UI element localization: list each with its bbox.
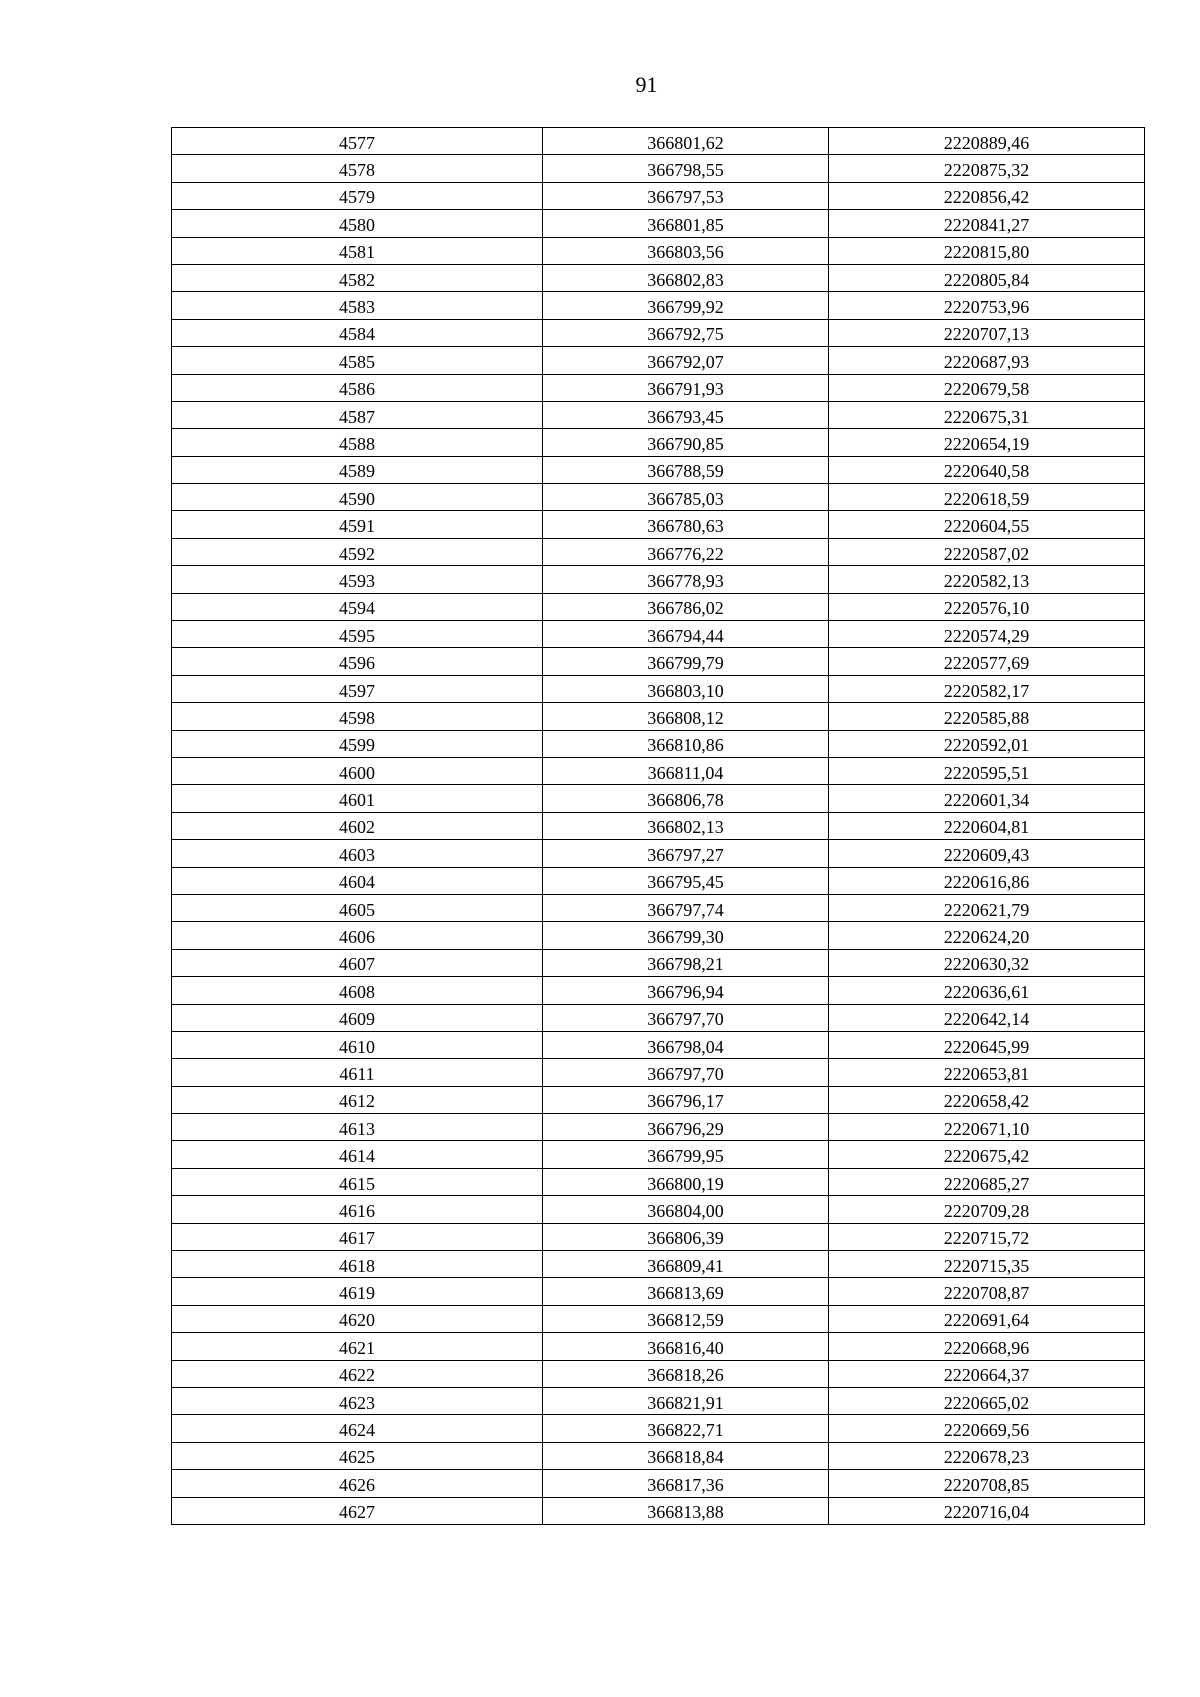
y-coordinate-cell: 2220715,35 (829, 1251, 1145, 1278)
point-number-cell: 4593 (172, 566, 543, 593)
table-row (172, 456, 1145, 483)
table-row (172, 292, 1145, 319)
point-number-cell: 4622 (172, 1360, 543, 1387)
y-coordinate-cell: 2220616,86 (829, 867, 1145, 894)
table-row (172, 648, 1145, 675)
x-coordinate-cell: 366821,91 (543, 1387, 829, 1414)
point-number-cell: 4626 (172, 1470, 543, 1497)
x-coordinate-cell: 366795,45 (543, 867, 829, 894)
table-row (172, 1114, 1145, 1141)
x-coordinate-cell: 366785,03 (543, 484, 829, 511)
point-number-cell: 4589 (172, 456, 543, 483)
y-coordinate-cell: 2220582,17 (829, 675, 1145, 702)
table-row (172, 1360, 1145, 1387)
table-row (172, 319, 1145, 346)
point-number-cell: 4591 (172, 511, 543, 538)
table-row (172, 1333, 1145, 1360)
x-coordinate-cell: 366811,04 (543, 757, 829, 784)
page-number: 91 (635, 72, 658, 97)
point-number-cell: 4614 (172, 1141, 543, 1168)
y-coordinate-cell: 2220669,56 (829, 1415, 1145, 1442)
table-row (172, 785, 1145, 812)
y-coordinate-cell: 2220675,42 (829, 1141, 1145, 1168)
y-coordinate-cell: 2220576,10 (829, 593, 1145, 620)
point-number-cell: 4585 (172, 347, 543, 374)
point-number-cell: 4605 (172, 894, 543, 921)
table-row (172, 347, 1145, 374)
point-number-cell: 4582 (172, 264, 543, 291)
x-coordinate-cell: 366796,94 (543, 977, 829, 1004)
table-row (172, 1168, 1145, 1195)
y-coordinate-cell: 2220658,42 (829, 1086, 1145, 1113)
x-coordinate-cell: 366793,45 (543, 401, 829, 428)
table-row (172, 867, 1145, 894)
table-row (172, 1223, 1145, 1250)
point-number-cell: 4619 (172, 1278, 543, 1305)
point-number-cell: 4594 (172, 593, 543, 620)
point-number-cell: 4578 (172, 155, 543, 182)
table-row (172, 566, 1145, 593)
y-coordinate-cell: 2220675,31 (829, 401, 1145, 428)
point-number-cell: 4581 (172, 237, 543, 264)
table-row (172, 812, 1145, 839)
point-number-cell: 4611 (172, 1059, 543, 1086)
table-row (172, 1497, 1145, 1524)
y-coordinate-cell: 2220574,29 (829, 621, 1145, 648)
y-coordinate-cell: 2220595,51 (829, 757, 1145, 784)
x-coordinate-cell: 366806,39 (543, 1223, 829, 1250)
point-number-cell: 4577 (172, 128, 543, 155)
table-row (172, 401, 1145, 428)
point-number-cell: 4616 (172, 1196, 543, 1223)
x-coordinate-cell: 366797,70 (543, 1059, 829, 1086)
point-number-cell: 4601 (172, 785, 543, 812)
point-number-cell: 4592 (172, 538, 543, 565)
x-coordinate-cell: 366788,59 (543, 456, 829, 483)
point-number-cell: 4606 (172, 922, 543, 949)
y-coordinate-cell: 2220664,37 (829, 1360, 1145, 1387)
table-row (172, 237, 1145, 264)
y-coordinate-cell: 2220585,88 (829, 703, 1145, 730)
table-row (172, 593, 1145, 620)
table-row (172, 1470, 1145, 1497)
y-coordinate-cell: 2220668,96 (829, 1333, 1145, 1360)
x-coordinate-cell: 366802,83 (543, 264, 829, 291)
table-row (172, 182, 1145, 209)
x-coordinate-cell: 366797,53 (543, 182, 829, 209)
table-row (172, 374, 1145, 401)
y-coordinate-cell: 2220678,23 (829, 1442, 1145, 1469)
point-number-cell: 4624 (172, 1415, 543, 1442)
y-coordinate-cell: 2220621,79 (829, 894, 1145, 921)
y-coordinate-cell: 2220587,02 (829, 538, 1145, 565)
x-coordinate-cell: 366796,29 (543, 1114, 829, 1141)
point-number-cell: 4588 (172, 429, 543, 456)
table-row (172, 675, 1145, 702)
table-row (172, 538, 1145, 565)
table-row (172, 1196, 1145, 1223)
y-coordinate-cell: 2220636,61 (829, 977, 1145, 1004)
y-coordinate-cell: 2220609,43 (829, 840, 1145, 867)
point-number-cell: 4600 (172, 757, 543, 784)
y-coordinate-cell: 2220653,81 (829, 1059, 1145, 1086)
table-row (172, 1031, 1145, 1058)
point-number-cell: 4627 (172, 1497, 543, 1524)
y-coordinate-cell: 2220640,58 (829, 456, 1145, 483)
point-number-cell: 4599 (172, 730, 543, 757)
point-number-cell: 4587 (172, 401, 543, 428)
point-number-cell: 4618 (172, 1251, 543, 1278)
x-coordinate-cell: 366813,69 (543, 1278, 829, 1305)
y-coordinate-cell: 2220645,99 (829, 1031, 1145, 1058)
table-row (172, 922, 1145, 949)
table-row (172, 894, 1145, 921)
point-number-cell: 4586 (172, 374, 543, 401)
table-row (172, 1059, 1145, 1086)
table-row (172, 210, 1145, 237)
x-coordinate-cell: 366803,10 (543, 675, 829, 702)
x-coordinate-cell: 366792,75 (543, 319, 829, 346)
point-number-cell: 4621 (172, 1333, 543, 1360)
y-coordinate-cell: 2220577,69 (829, 648, 1145, 675)
table-row (172, 621, 1145, 648)
y-coordinate-cell: 2220889,46 (829, 128, 1145, 155)
table-row (172, 1415, 1145, 1442)
x-coordinate-cell: 366818,26 (543, 1360, 829, 1387)
table-row (172, 1086, 1145, 1113)
point-number-cell: 4583 (172, 292, 543, 319)
x-coordinate-cell: 366804,00 (543, 1196, 829, 1223)
point-number-cell: 4603 (172, 840, 543, 867)
point-number-cell: 4625 (172, 1442, 543, 1469)
y-coordinate-cell: 2220716,04 (829, 1497, 1145, 1524)
table-row (172, 977, 1145, 1004)
y-coordinate-cell: 2220665,02 (829, 1387, 1145, 1414)
y-coordinate-cell: 2220582,13 (829, 566, 1145, 593)
y-coordinate-cell: 2220753,96 (829, 292, 1145, 319)
x-coordinate-cell: 366797,74 (543, 894, 829, 921)
x-coordinate-cell: 366797,27 (543, 840, 829, 867)
point-number-cell: 4597 (172, 675, 543, 702)
point-number-cell: 4623 (172, 1387, 543, 1414)
y-coordinate-cell: 2220685,27 (829, 1168, 1145, 1195)
x-coordinate-cell: 366786,02 (543, 593, 829, 620)
x-coordinate-cell: 366808,12 (543, 703, 829, 730)
table-row (172, 155, 1145, 182)
y-coordinate-cell: 2220630,32 (829, 949, 1145, 976)
x-coordinate-cell: 366799,92 (543, 292, 829, 319)
x-coordinate-cell: 366818,84 (543, 1442, 829, 1469)
y-coordinate-cell: 2220708,85 (829, 1470, 1145, 1497)
table-body (172, 128, 1145, 1525)
y-coordinate-cell: 2220604,55 (829, 511, 1145, 538)
y-coordinate-cell: 2220642,14 (829, 1004, 1145, 1031)
table-row (172, 703, 1145, 730)
point-number-cell: 4610 (172, 1031, 543, 1058)
y-coordinate-cell: 2220875,32 (829, 155, 1145, 182)
y-coordinate-cell: 2220805,84 (829, 264, 1145, 291)
table-row (172, 757, 1145, 784)
x-coordinate-cell: 366812,59 (543, 1305, 829, 1332)
x-coordinate-cell: 366799,79 (543, 648, 829, 675)
x-coordinate-cell: 366790,85 (543, 429, 829, 456)
point-number-cell: 4609 (172, 1004, 543, 1031)
table-row (172, 511, 1145, 538)
x-coordinate-cell: 366817,36 (543, 1470, 829, 1497)
point-number-cell: 4604 (172, 867, 543, 894)
x-coordinate-cell: 366799,95 (543, 1141, 829, 1168)
coordinates-table (171, 127, 1145, 1525)
point-number-cell: 4612 (172, 1086, 543, 1113)
x-coordinate-cell: 366776,22 (543, 538, 829, 565)
table-row (172, 1251, 1145, 1278)
x-coordinate-cell: 366792,07 (543, 347, 829, 374)
x-coordinate-cell: 366809,41 (543, 1251, 829, 1278)
point-number-cell: 4579 (172, 182, 543, 209)
table-row (172, 1004, 1145, 1031)
y-coordinate-cell: 2220709,28 (829, 1196, 1145, 1223)
table-row (172, 484, 1145, 511)
y-coordinate-cell: 2220592,01 (829, 730, 1145, 757)
x-coordinate-cell: 366794,44 (543, 621, 829, 648)
y-coordinate-cell: 2220624,20 (829, 922, 1145, 949)
y-coordinate-cell: 2220671,10 (829, 1114, 1145, 1141)
table-row (172, 1141, 1145, 1168)
y-coordinate-cell: 2220856,42 (829, 182, 1145, 209)
table-row (172, 1305, 1145, 1332)
table-row (172, 1278, 1145, 1305)
x-coordinate-cell: 366803,56 (543, 237, 829, 264)
x-coordinate-cell: 366802,13 (543, 812, 829, 839)
point-number-cell: 4613 (172, 1114, 543, 1141)
y-coordinate-cell: 2220708,87 (829, 1278, 1145, 1305)
y-coordinate-cell: 2220841,27 (829, 210, 1145, 237)
x-coordinate-cell: 366791,93 (543, 374, 829, 401)
y-coordinate-cell: 2220715,72 (829, 1223, 1145, 1250)
point-number-cell: 4590 (172, 484, 543, 511)
table-row (172, 730, 1145, 757)
x-coordinate-cell: 366798,04 (543, 1031, 829, 1058)
y-coordinate-cell: 2220679,58 (829, 374, 1145, 401)
table-row (172, 264, 1145, 291)
y-coordinate-cell: 2220687,93 (829, 347, 1145, 374)
x-coordinate-cell: 366799,30 (543, 922, 829, 949)
x-coordinate-cell: 366822,71 (543, 1415, 829, 1442)
x-coordinate-cell: 366780,63 (543, 511, 829, 538)
x-coordinate-cell: 366798,55 (543, 155, 829, 182)
y-coordinate-cell: 2220691,64 (829, 1305, 1145, 1332)
x-coordinate-cell: 366796,17 (543, 1086, 829, 1113)
table-row (172, 1442, 1145, 1469)
y-coordinate-cell: 2220604,81 (829, 812, 1145, 839)
point-number-cell: 4608 (172, 977, 543, 1004)
y-coordinate-cell: 2220654,19 (829, 429, 1145, 456)
x-coordinate-cell: 366778,93 (543, 566, 829, 593)
y-coordinate-cell: 2220815,80 (829, 237, 1145, 264)
x-coordinate-cell: 366806,78 (543, 785, 829, 812)
point-number-cell: 4598 (172, 703, 543, 730)
x-coordinate-cell: 366801,85 (543, 210, 829, 237)
x-coordinate-cell: 366800,19 (543, 1168, 829, 1195)
x-coordinate-cell: 366798,21 (543, 949, 829, 976)
point-number-cell: 4615 (172, 1168, 543, 1195)
x-coordinate-cell: 366797,70 (543, 1004, 829, 1031)
table-row (172, 128, 1145, 155)
y-coordinate-cell: 2220601,34 (829, 785, 1145, 812)
point-number-cell: 4602 (172, 812, 543, 839)
table-row (172, 840, 1145, 867)
table-row (172, 429, 1145, 456)
x-coordinate-cell: 366816,40 (543, 1333, 829, 1360)
y-coordinate-cell: 2220707,13 (829, 319, 1145, 346)
x-coordinate-cell: 366801,62 (543, 128, 829, 155)
point-number-cell: 4595 (172, 621, 543, 648)
point-number-cell: 4580 (172, 210, 543, 237)
point-number-cell: 4607 (172, 949, 543, 976)
point-number-cell: 4620 (172, 1305, 543, 1332)
point-number-cell: 4584 (172, 319, 543, 346)
x-coordinate-cell: 366810,86 (543, 730, 829, 757)
point-number-cell: 4617 (172, 1223, 543, 1250)
table-row (172, 1387, 1145, 1414)
y-coordinate-cell: 2220618,59 (829, 484, 1145, 511)
x-coordinate-cell: 366813,88 (543, 1497, 829, 1524)
table-row (172, 949, 1145, 976)
point-number-cell: 4596 (172, 648, 543, 675)
